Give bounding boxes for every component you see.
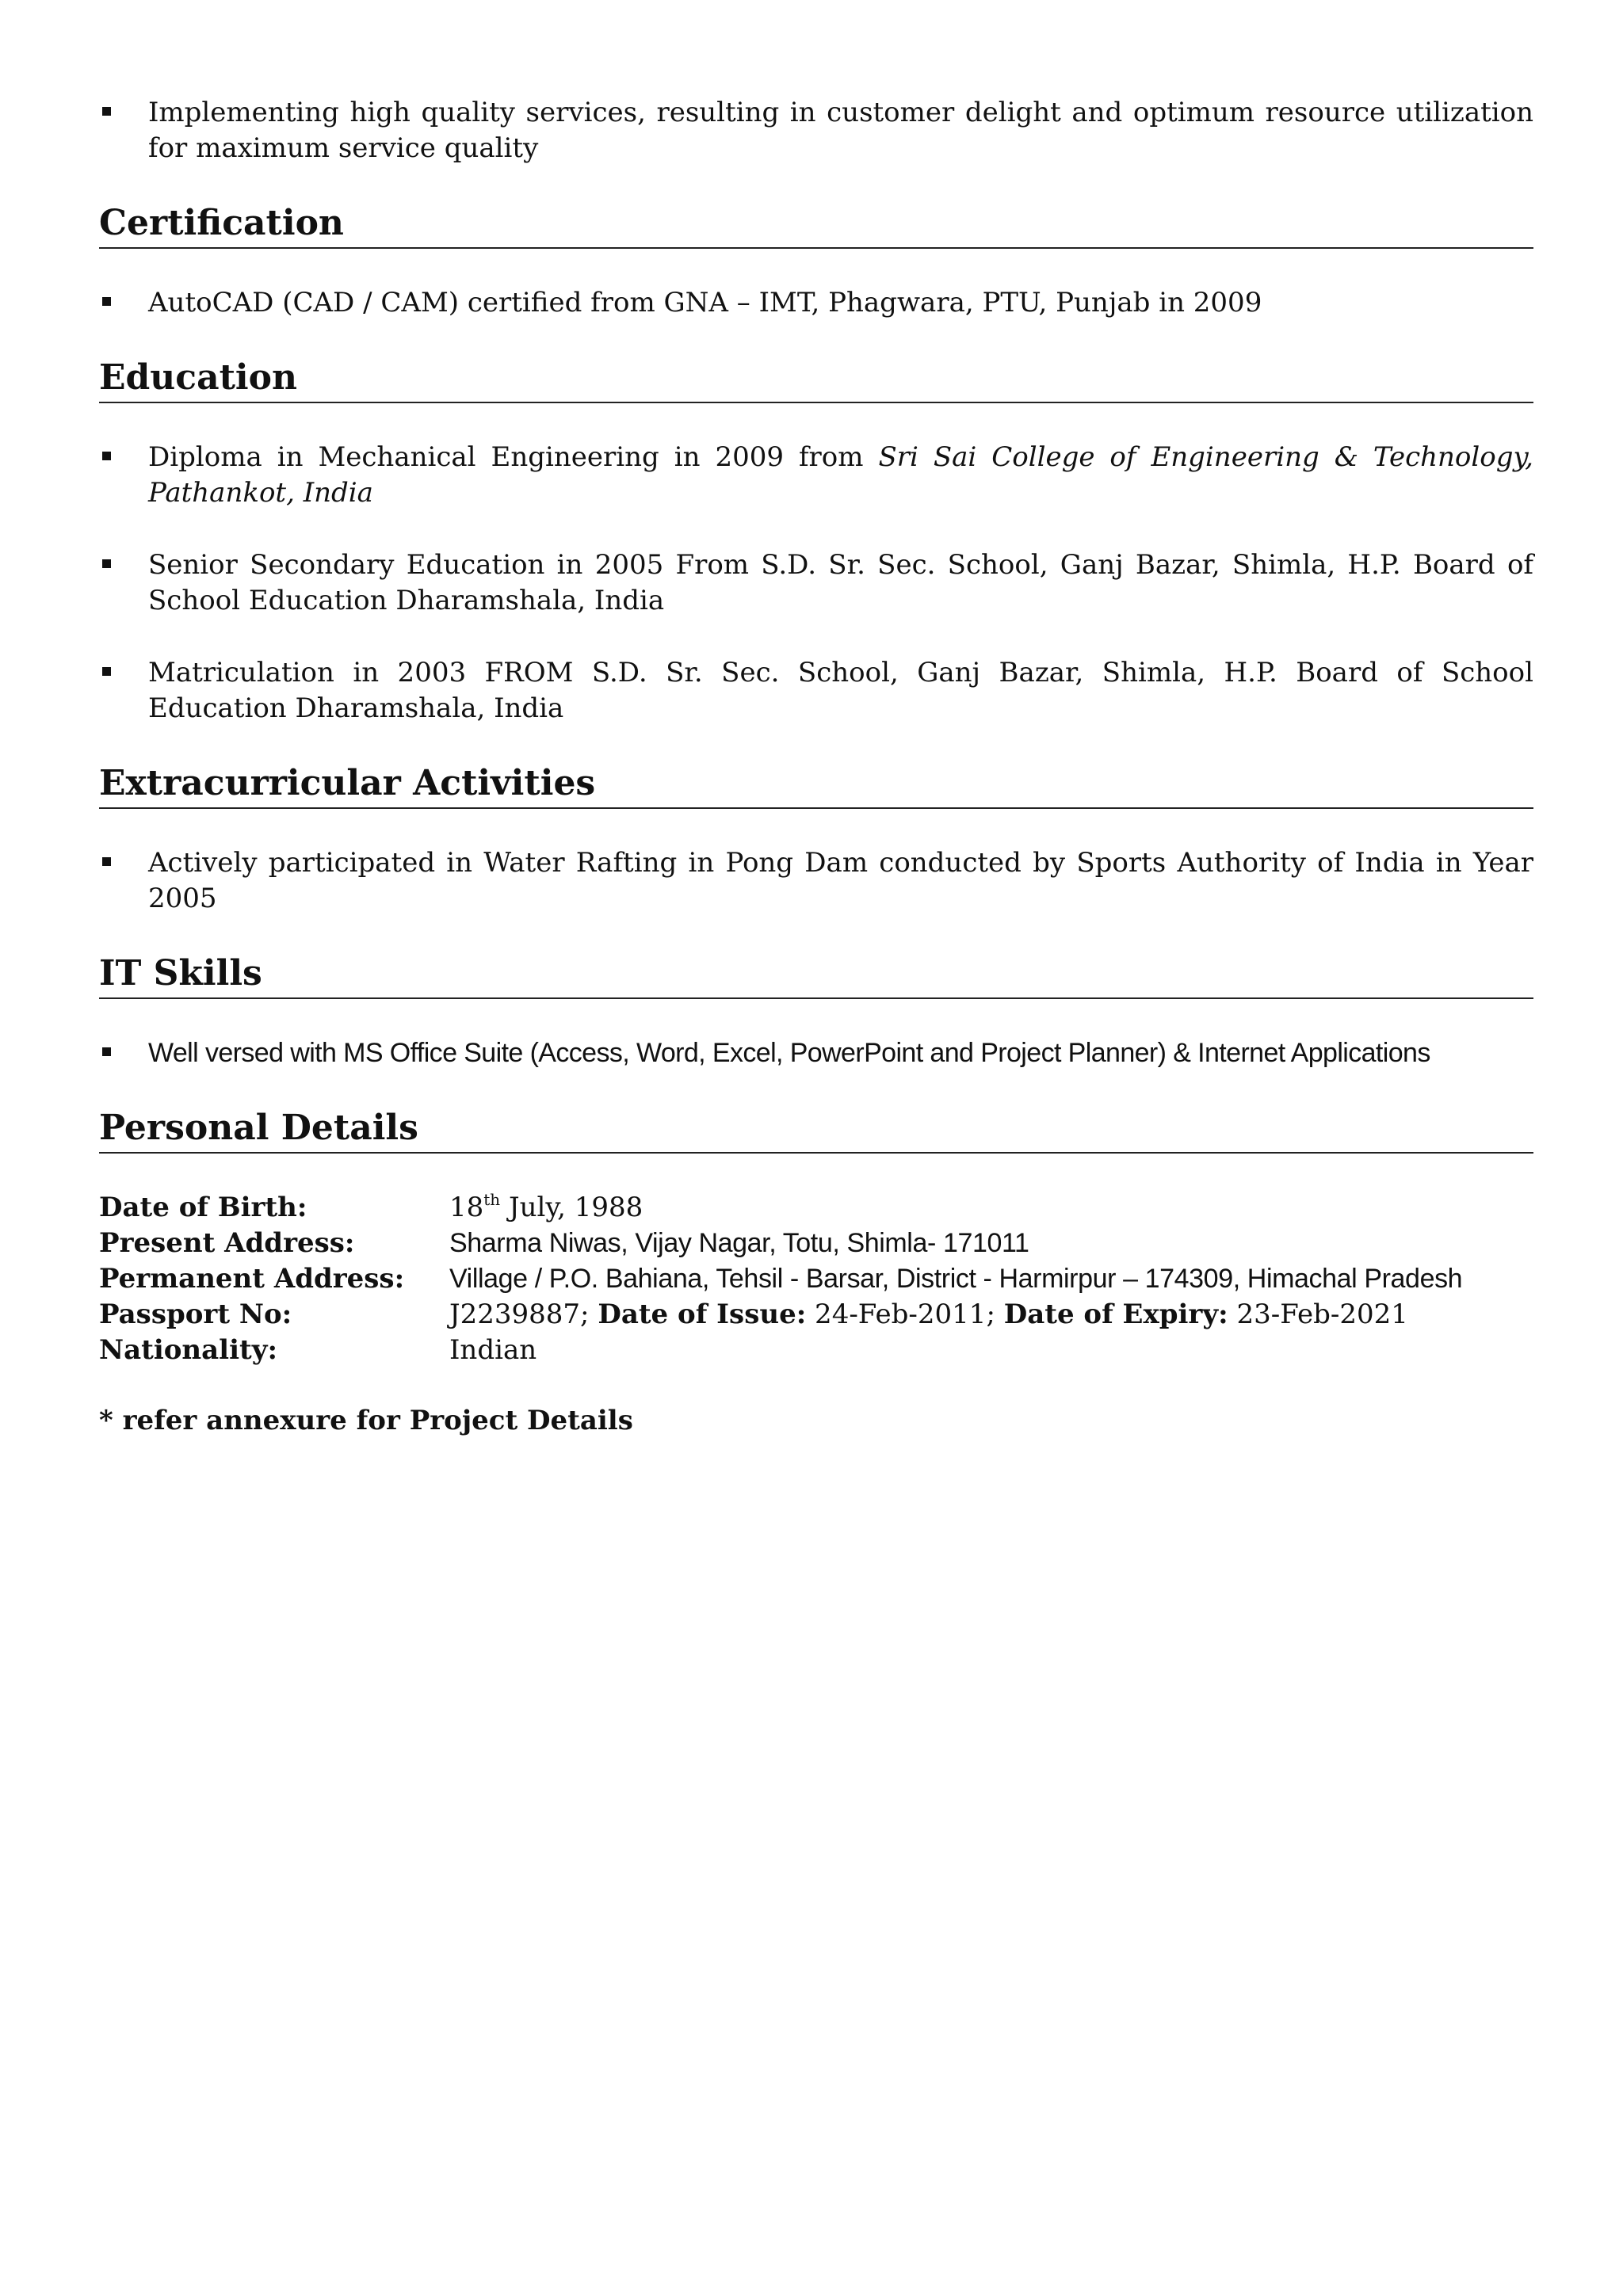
list-item [99, 95, 1533, 166]
passport-value [449, 1297, 1533, 1333]
passport-number: J2239887; [449, 1299, 598, 1330]
section-title: Education [99, 356, 1533, 403]
square-bullet-icon [102, 452, 111, 460]
bullet-text: Actively participated in Water Rafting in Pong Dam conducted by Sports Authority of India in Year 2005 [148, 847, 1533, 914]
present-address-value: Sharma Niwas, Vijay Nagar, Totu, Shimla- 171011 [449, 1228, 1029, 1258]
detail-row-present-address [99, 1226, 1533, 1261]
dob-label: Date of Birth: [99, 1192, 307, 1223]
dob-rest: July, 1988 [500, 1192, 643, 1223]
square-bullet-icon [102, 1047, 111, 1056]
list-item [99, 655, 1533, 727]
institution-name: Sri Sai College of Engineering & Technology, Pathankot, India [148, 441, 1533, 509]
resume-page [99, 95, 1533, 1439]
square-bullet-icon [102, 857, 111, 866]
personal-details-section [99, 1106, 1533, 1368]
education-list [99, 440, 1533, 727]
nationality-label: Nationality: [99, 1334, 278, 1366]
detail-row-permanent-address [99, 1261, 1533, 1297]
list-item [99, 1035, 1533, 1071]
detail-row-passport [99, 1297, 1533, 1333]
list-item [99, 547, 1533, 619]
personal-details-table [99, 1190, 1533, 1368]
present-address-label: Present Address: [99, 1227, 355, 1259]
bullet-text: Implementing high quality services, resulting in customer delight and optimum resource utilization for maximum service quality [148, 97, 1533, 164]
bullet-text: AutoCAD (CAD / CAM) certified from GNA – IMT, Phagwara, PTU, Punjab in 2009 [148, 287, 1262, 318]
bullet-text: Well versed with MS Office Suite (Access, Word, Excel, PowerPoint and Project Planner) & Internet Applications [148, 1038, 1430, 1068]
detail-row-nationality [99, 1333, 1533, 1368]
dob-value [449, 1190, 1533, 1226]
intro-bullet-list [99, 95, 1533, 166]
section-title: IT Skills [99, 952, 1533, 999]
dob-ordinal: th [483, 1190, 501, 1209]
expiry-value: 23-Feb-2021 [1228, 1299, 1408, 1330]
permanent-address-label: Permanent Address: [99, 1263, 405, 1295]
permanent-address-value: Village / P.O. Bahiana, Tehsil - Barsar, District - Harmirpur – 174309, Himachal Pradesh [449, 1264, 1463, 1294]
section-title: Extracurricular Activities [99, 761, 1533, 809]
bullet-text: Diploma in Mechanical Engineering in 2009 from [148, 441, 879, 473]
expiry-label: Date of Expiry: [1003, 1299, 1228, 1330]
issue-value: 24-Feb-2011; [806, 1299, 1004, 1330]
list-item [99, 845, 1533, 917]
square-bullet-icon [102, 667, 111, 676]
detail-row-dob [99, 1190, 1533, 1226]
bullet-text: Matriculation in 2003 FROM S.D. Sr. Sec. School, Ganj Bazar, Shimla, H.P. Board of School Education Dharamshala, India [148, 657, 1533, 724]
passport-label: Passport No: [99, 1299, 292, 1330]
extracurricular-list [99, 845, 1533, 917]
square-bullet-icon [102, 297, 111, 306]
annexure-note: * refer annexure for Project Details [99, 1405, 633, 1436]
section-title: Personal Details [99, 1106, 1533, 1154]
it-skills-list [99, 1035, 1533, 1071]
nationality-value: Indian [449, 1334, 537, 1366]
section-title: Certification [99, 201, 1533, 249]
bullet-text: Senior Secondary Education in 2005 From S.D. Sr. Sec. School, Ganj Bazar, Shimla, H.P. Board of School Education Dharamshala, India [148, 549, 1533, 616]
issue-label: Date of Issue: [598, 1299, 807, 1330]
certification-list [99, 285, 1533, 321]
list-item [99, 285, 1533, 321]
extracurricular-section [99, 761, 1533, 917]
certification-section [99, 201, 1533, 321]
square-bullet-icon [102, 107, 111, 116]
square-bullet-icon [102, 559, 111, 568]
list-item [99, 440, 1533, 511]
it-skills-section [99, 952, 1533, 1071]
education-section [99, 356, 1533, 727]
dob-day: 18 [449, 1192, 484, 1223]
